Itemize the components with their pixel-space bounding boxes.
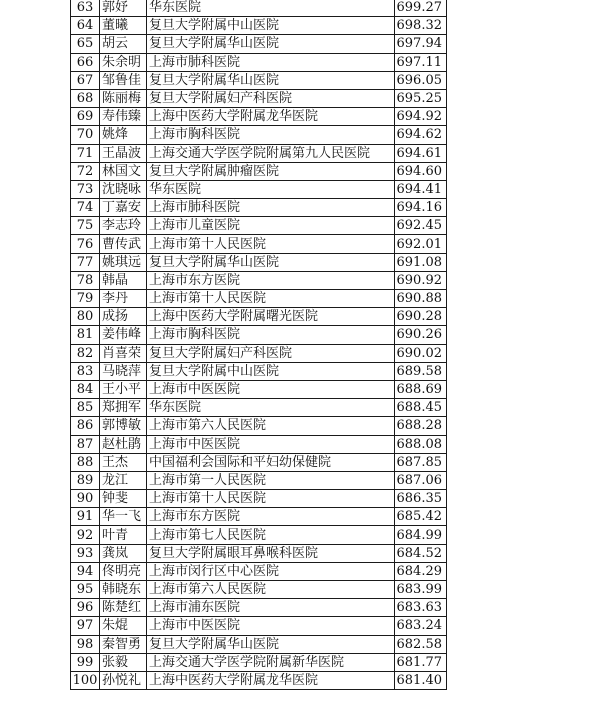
rank-cell: 91 [71, 508, 100, 526]
hospital-cell: 复旦大学附属华山医院 [147, 635, 395, 653]
table-row [71, 635, 447, 653]
rank-cell: 83 [71, 362, 100, 380]
hospital-cell: 复旦大学附属华山医院 [147, 71, 395, 89]
rank-cell: 82 [71, 344, 100, 362]
hospital-cell: 上海市浦东医院 [147, 599, 395, 617]
hospital-cell: 上海市第十人民医院 [147, 235, 395, 253]
hospital-cell: 复旦大学附属华山医院 [147, 35, 395, 53]
doctor-name-cell: 赵杜鹃 [100, 435, 147, 453]
table-row [71, 599, 447, 617]
score-cell: 684.99 [395, 526, 447, 544]
rank-cell: 87 [71, 435, 100, 453]
rank-cell: 78 [71, 271, 100, 289]
score-cell: 684.52 [395, 544, 447, 562]
score-cell: 694.41 [395, 180, 447, 198]
doctor-name-cell: 朱余明 [100, 53, 147, 71]
rank-cell: 66 [71, 53, 100, 71]
rank-cell: 98 [71, 635, 100, 653]
hospital-cell: 复旦大学附属妇产科医院 [147, 344, 395, 362]
table-row [71, 162, 447, 180]
doctor-name-cell: 陈丽梅 [100, 89, 147, 107]
rank-cell: 63 [71, 0, 100, 17]
doctor-name-cell: 陈楚红 [100, 599, 147, 617]
doctor-name-cell: 姚烽 [100, 126, 147, 144]
hospital-cell: 上海市中医医院 [147, 435, 395, 453]
rank-cell: 72 [71, 162, 100, 180]
doctor-name-cell: 叶青 [100, 526, 147, 544]
hospital-cell: 上海市肺科医院 [147, 53, 395, 71]
rank-cell: 97 [71, 617, 100, 635]
hospital-cell: 复旦大学附属肿瘤医院 [147, 162, 395, 180]
ranking-table-body [71, 0, 447, 690]
table-row [71, 617, 447, 635]
hospital-cell: 上海市第七人民医院 [147, 526, 395, 544]
doctor-name-cell: 姜伟峰 [100, 326, 147, 344]
table-row [71, 53, 447, 71]
rank-cell: 67 [71, 71, 100, 89]
doctor-name-cell: 张毅 [100, 653, 147, 671]
doctor-name-cell: 李丹 [100, 290, 147, 308]
hospital-cell: 上海市胸科医院 [147, 126, 395, 144]
table-row [71, 199, 447, 217]
hospital-cell: 上海市中医医院 [147, 617, 395, 635]
doctor-name-cell: 龙江 [100, 471, 147, 489]
score-cell: 686.35 [395, 490, 447, 508]
score-cell: 688.69 [395, 380, 447, 398]
rank-cell: 71 [71, 144, 100, 162]
rank-cell: 68 [71, 89, 100, 107]
rank-cell: 86 [71, 417, 100, 435]
doctor-name-cell: 龚岚 [100, 544, 147, 562]
table-row [71, 344, 447, 362]
score-cell: 689.58 [395, 362, 447, 380]
table-row [71, 0, 447, 17]
score-cell: 687.85 [395, 453, 447, 471]
score-cell: 697.94 [395, 35, 447, 53]
hospital-cell: 复旦大学附属妇产科医院 [147, 89, 395, 107]
doctor-name-cell: 曹传武 [100, 235, 147, 253]
score-cell: 695.25 [395, 89, 447, 107]
hospital-cell: 上海中医药大学附属曙光医院 [147, 308, 395, 326]
hospital-cell: 上海中医药大学附属龙华医院 [147, 671, 395, 689]
table-row [71, 35, 447, 53]
doctor-name-cell: 成扬 [100, 308, 147, 326]
score-cell: 690.92 [395, 271, 447, 289]
score-cell: 697.11 [395, 53, 447, 71]
hospital-cell: 上海市第十人民医院 [147, 490, 395, 508]
doctor-name-cell: 丁嘉安 [100, 199, 147, 217]
table-row [71, 217, 447, 235]
score-cell: 691.08 [395, 253, 447, 271]
doctor-name-cell: 郭妤 [100, 0, 147, 17]
table-row [71, 490, 447, 508]
doctor-name-cell: 韩晶 [100, 271, 147, 289]
score-cell: 698.32 [395, 17, 447, 35]
score-cell: 694.60 [395, 162, 447, 180]
doctor-name-cell: 王晶波 [100, 144, 147, 162]
score-cell: 683.99 [395, 581, 447, 599]
doctor-name-cell: 郑拥军 [100, 399, 147, 417]
rank-cell: 94 [71, 562, 100, 580]
hospital-cell: 上海市中医医院 [147, 380, 395, 398]
doctor-name-cell: 胡云 [100, 35, 147, 53]
table-row [71, 581, 447, 599]
table-row [71, 435, 447, 453]
hospital-cell: 复旦大学附属眼耳鼻喉科医院 [147, 544, 395, 562]
table-row [71, 253, 447, 271]
rank-cell: 69 [71, 108, 100, 126]
table-row [71, 71, 447, 89]
doctor-name-cell: 寿伟臻 [100, 108, 147, 126]
table-row [71, 508, 447, 526]
table-row [71, 308, 447, 326]
score-cell: 690.02 [395, 344, 447, 362]
doctor-name-cell: 马晓萍 [100, 362, 147, 380]
doctor-name-cell: 华一飞 [100, 508, 147, 526]
score-cell: 699.27 [395, 0, 447, 17]
score-cell: 690.88 [395, 290, 447, 308]
hospital-cell: 华东医院 [147, 180, 395, 198]
rank-cell: 95 [71, 581, 100, 599]
rank-cell: 88 [71, 453, 100, 471]
hospital-cell: 上海交通大学医学院附属新华医院 [147, 653, 395, 671]
score-cell: 684.29 [395, 562, 447, 580]
hospital-cell: 华东医院 [147, 399, 395, 417]
hospital-cell: 上海市第十人民医院 [147, 290, 395, 308]
table-row [71, 362, 447, 380]
score-cell: 685.42 [395, 508, 447, 526]
score-cell: 694.92 [395, 108, 447, 126]
rank-cell: 76 [71, 235, 100, 253]
score-cell: 694.61 [395, 144, 447, 162]
score-cell: 690.26 [395, 326, 447, 344]
doctor-name-cell: 王小平 [100, 380, 147, 398]
doctor-name-cell: 郭博敏 [100, 417, 147, 435]
table-row [71, 144, 447, 162]
score-cell: 682.58 [395, 635, 447, 653]
score-cell: 688.28 [395, 417, 447, 435]
rank-cell: 96 [71, 599, 100, 617]
doctor-name-cell: 孙悦礼 [100, 671, 147, 689]
rank-cell: 77 [71, 253, 100, 271]
hospital-cell: 上海市胸科医院 [147, 326, 395, 344]
table-row [71, 290, 447, 308]
table-row [71, 17, 447, 35]
score-cell: 683.63 [395, 599, 447, 617]
rank-cell: 73 [71, 180, 100, 198]
score-cell: 692.45 [395, 217, 447, 235]
doctor-name-cell: 沈晓咏 [100, 180, 147, 198]
score-cell: 681.77 [395, 653, 447, 671]
hospital-cell: 上海市东方医院 [147, 508, 395, 526]
table-row [71, 453, 447, 471]
rank-cell: 90 [71, 490, 100, 508]
rank-cell: 64 [71, 17, 100, 35]
table-row [71, 399, 447, 417]
hospital-cell: 上海市闵行区中心医院 [147, 562, 395, 580]
doctor-name-cell: 秦智勇 [100, 635, 147, 653]
rank-cell: 65 [71, 35, 100, 53]
table-row [71, 271, 447, 289]
table-row [71, 380, 447, 398]
hospital-cell: 中国福利会国际和平妇幼保健院 [147, 453, 395, 471]
table-row [71, 562, 447, 580]
rank-cell: 70 [71, 126, 100, 144]
score-cell: 692.01 [395, 235, 447, 253]
score-cell: 688.45 [395, 399, 447, 417]
doctor-name-cell: 姚琪远 [100, 253, 147, 271]
score-cell: 690.28 [395, 308, 447, 326]
table-row [71, 235, 447, 253]
hospital-cell: 上海市东方医院 [147, 271, 395, 289]
hospital-cell: 华东医院 [147, 0, 395, 17]
doctor-name-cell: 钟斐 [100, 490, 147, 508]
doctor-name-cell: 朱焜 [100, 617, 147, 635]
hospital-cell: 上海市第六人民医院 [147, 417, 395, 435]
rank-cell: 85 [71, 399, 100, 417]
score-cell: 681.40 [395, 671, 447, 689]
doctor-name-cell: 韩晓东 [100, 581, 147, 599]
doctor-name-cell: 肖喜荣 [100, 344, 147, 362]
rank-cell: 89 [71, 471, 100, 489]
score-cell: 694.62 [395, 126, 447, 144]
score-cell: 688.08 [395, 435, 447, 453]
rank-cell: 93 [71, 544, 100, 562]
table-row [71, 326, 447, 344]
doctor-name-cell: 王杰 [100, 453, 147, 471]
hospital-cell: 上海交通大学医学院附属第九人民医院 [147, 144, 395, 162]
hospital-cell: 上海市儿童医院 [147, 217, 395, 235]
table-row [71, 471, 447, 489]
table-row [71, 653, 447, 671]
table-row [71, 417, 447, 435]
rank-cell: 84 [71, 380, 100, 398]
score-cell: 687.06 [395, 471, 447, 489]
score-cell: 696.05 [395, 71, 447, 89]
hospital-cell: 上海市第六人民医院 [147, 581, 395, 599]
table-row [71, 108, 447, 126]
table-row [71, 180, 447, 198]
table-row [71, 89, 447, 107]
score-cell: 694.16 [395, 199, 447, 217]
rank-cell: 74 [71, 199, 100, 217]
table-row [71, 671, 447, 689]
doctor-name-cell: 邹鲁佳 [100, 71, 147, 89]
doctor-name-cell: 佟明亮 [100, 562, 147, 580]
rank-cell: 92 [71, 526, 100, 544]
doctor-name-cell: 李志玲 [100, 217, 147, 235]
doctor-name-cell: 林国文 [100, 162, 147, 180]
table-row [71, 526, 447, 544]
hospital-cell: 上海中医药大学附属龙华医院 [147, 108, 395, 126]
doctor-name-cell: 董曦 [100, 17, 147, 35]
rank-cell: 80 [71, 308, 100, 326]
rank-cell: 75 [71, 217, 100, 235]
table-row [71, 126, 447, 144]
rank-cell: 81 [71, 326, 100, 344]
hospital-cell: 复旦大学附属华山医院 [147, 253, 395, 271]
rank-cell: 79 [71, 290, 100, 308]
hospital-cell: 复旦大学附属中山医院 [147, 362, 395, 380]
table-row [71, 544, 447, 562]
hospital-cell: 上海市肺科医院 [147, 199, 395, 217]
rank-cell: 100 [71, 671, 100, 689]
score-cell: 683.24 [395, 617, 447, 635]
rank-cell: 99 [71, 653, 100, 671]
ranking-table [70, 0, 447, 690]
hospital-cell: 上海市第一人民医院 [147, 471, 395, 489]
hospital-cell: 复旦大学附属中山医院 [147, 17, 395, 35]
